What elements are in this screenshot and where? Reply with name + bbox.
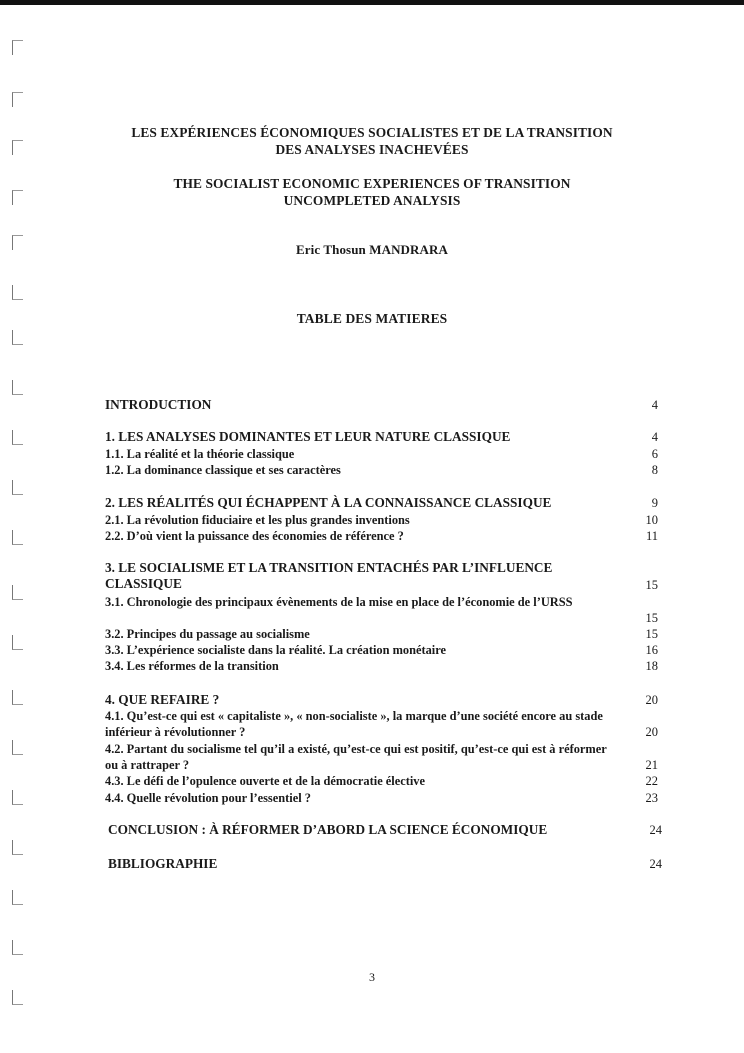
toc-entry-section-1: 1. LES ANALYSES DOMINANTES ET LEUR NATURE CLASSIQUE <box>105 429 511 444</box>
toc-entry-4-3: 4.3. Le défi de l’opulence ouverte et de la démocratie élective <box>105 774 425 788</box>
toc-page-conclusion: 24 <box>649 823 662 837</box>
toc-entry-introduction: INTRODUCTION <box>105 397 212 412</box>
title-french-line-1: LES EXPÉRIENCES ÉCONOMIQUES SOCIALISTES ET DE LA TRANSITION <box>131 125 613 140</box>
toc-page-1-1: 6 <box>651 447 658 461</box>
toc-entry-2-1: 2.1. La révolution fiduciaire et les plus grandes inventions <box>105 513 410 527</box>
toc-entry-2-2: 2.2. D’où vient la puissance des économies de référence ? <box>105 529 404 543</box>
toc-page-introduction: 4 <box>651 398 658 412</box>
toc-heading: TABLE DES MATIERES <box>296 311 448 326</box>
title-english-line-1: THE SOCIALIST ECONOMIC EXPERIENCES OF TRANSITION <box>173 176 571 191</box>
title-english-line-2: UNCOMPLETED ANALYSIS <box>283 193 461 208</box>
title-english <box>0 175 744 209</box>
toc-page-bibliography: 24 <box>649 857 662 871</box>
toc-page-4-1: 20 <box>645 725 658 739</box>
toc-entry-1-2: 1.2. La dominance classique et ses caractères <box>105 463 341 477</box>
toc-entry-3-3: 3.3. L’expérience socialiste dans la réalité. La création monétaire <box>105 643 447 657</box>
toc-page-2-2: 11 <box>645 529 658 543</box>
toc-page-4-4: 23 <box>645 791 658 805</box>
toc-page-section-3: 15 <box>645 578 658 592</box>
toc-entry-3-1: 3.1. Chronologie des principaux évènements de la mise en place de l’économie de l’URSS <box>105 595 573 609</box>
author-name: Eric Thosun MANDRARA <box>296 242 448 257</box>
toc-page-3-3: 16 <box>645 643 658 657</box>
title-french <box>0 124 744 158</box>
toc-page-2-1: 10 <box>645 513 658 527</box>
toc-page-1-2: 8 <box>651 463 658 477</box>
page-number: 3 <box>369 970 375 984</box>
title-french-line-2: DES ANALYSES INACHEVÉES <box>275 142 469 157</box>
toc-entry-section-2: 2. LES RÉALITÉS QUI ÉCHAPPENT À LA CONNAISSANCE CLASSIQUE <box>105 495 552 510</box>
toc-entry-bibliography: BIBLIOGRAPHIE <box>108 856 218 871</box>
toc-entry-section-4: 4. QUE REFAIRE ? <box>105 692 220 707</box>
toc-page-section-4: 20 <box>645 693 658 707</box>
scan-top-edge <box>0 0 744 5</box>
toc-entry-section-3: 3. LE SOCIALISME ET LA TRANSITION ENTACHÉS PAR L’INFLUENCE CLASSIQUE <box>105 560 553 591</box>
toc-entry-3-2: 3.2. Principes du passage au socialisme <box>105 627 310 641</box>
toc-page-3-1: 15 <box>645 611 658 625</box>
toc-entry-4-1: 4.1. Qu’est-ce qui est « capitaliste », « non-socialiste », la marque d’une société encore au stade inférieur à révolutionner ? <box>105 709 603 739</box>
toc-page-3-4: 18 <box>645 659 658 673</box>
toc-page-3-2: 15 <box>645 627 658 641</box>
toc-entry-4-4: 4.4. Quelle révolution pour l’essentiel ? <box>105 791 311 805</box>
toc-entry-1-1: 1.1. La réalité et la théorie classique <box>105 447 295 461</box>
toc-entry-3-4: 3.4. Les réformes de la transition <box>105 659 279 673</box>
toc-page-4-3: 22 <box>645 774 658 788</box>
toc-page-section-2: 9 <box>651 496 658 510</box>
toc-page-4-2: 21 <box>645 758 658 772</box>
toc-entry-conclusion: CONCLUSION : À RÉFORMER D’ABORD LA SCIENCE ÉCONOMIQUE <box>108 822 548 837</box>
toc-entry-4-2: 4.2. Partant du socialisme tel qu’il a existé, qu’est-ce qui est positif, qu’est-ce qui est à réformer ou à rattraper ? <box>105 742 607 772</box>
toc-page-section-1: 4 <box>651 430 658 444</box>
